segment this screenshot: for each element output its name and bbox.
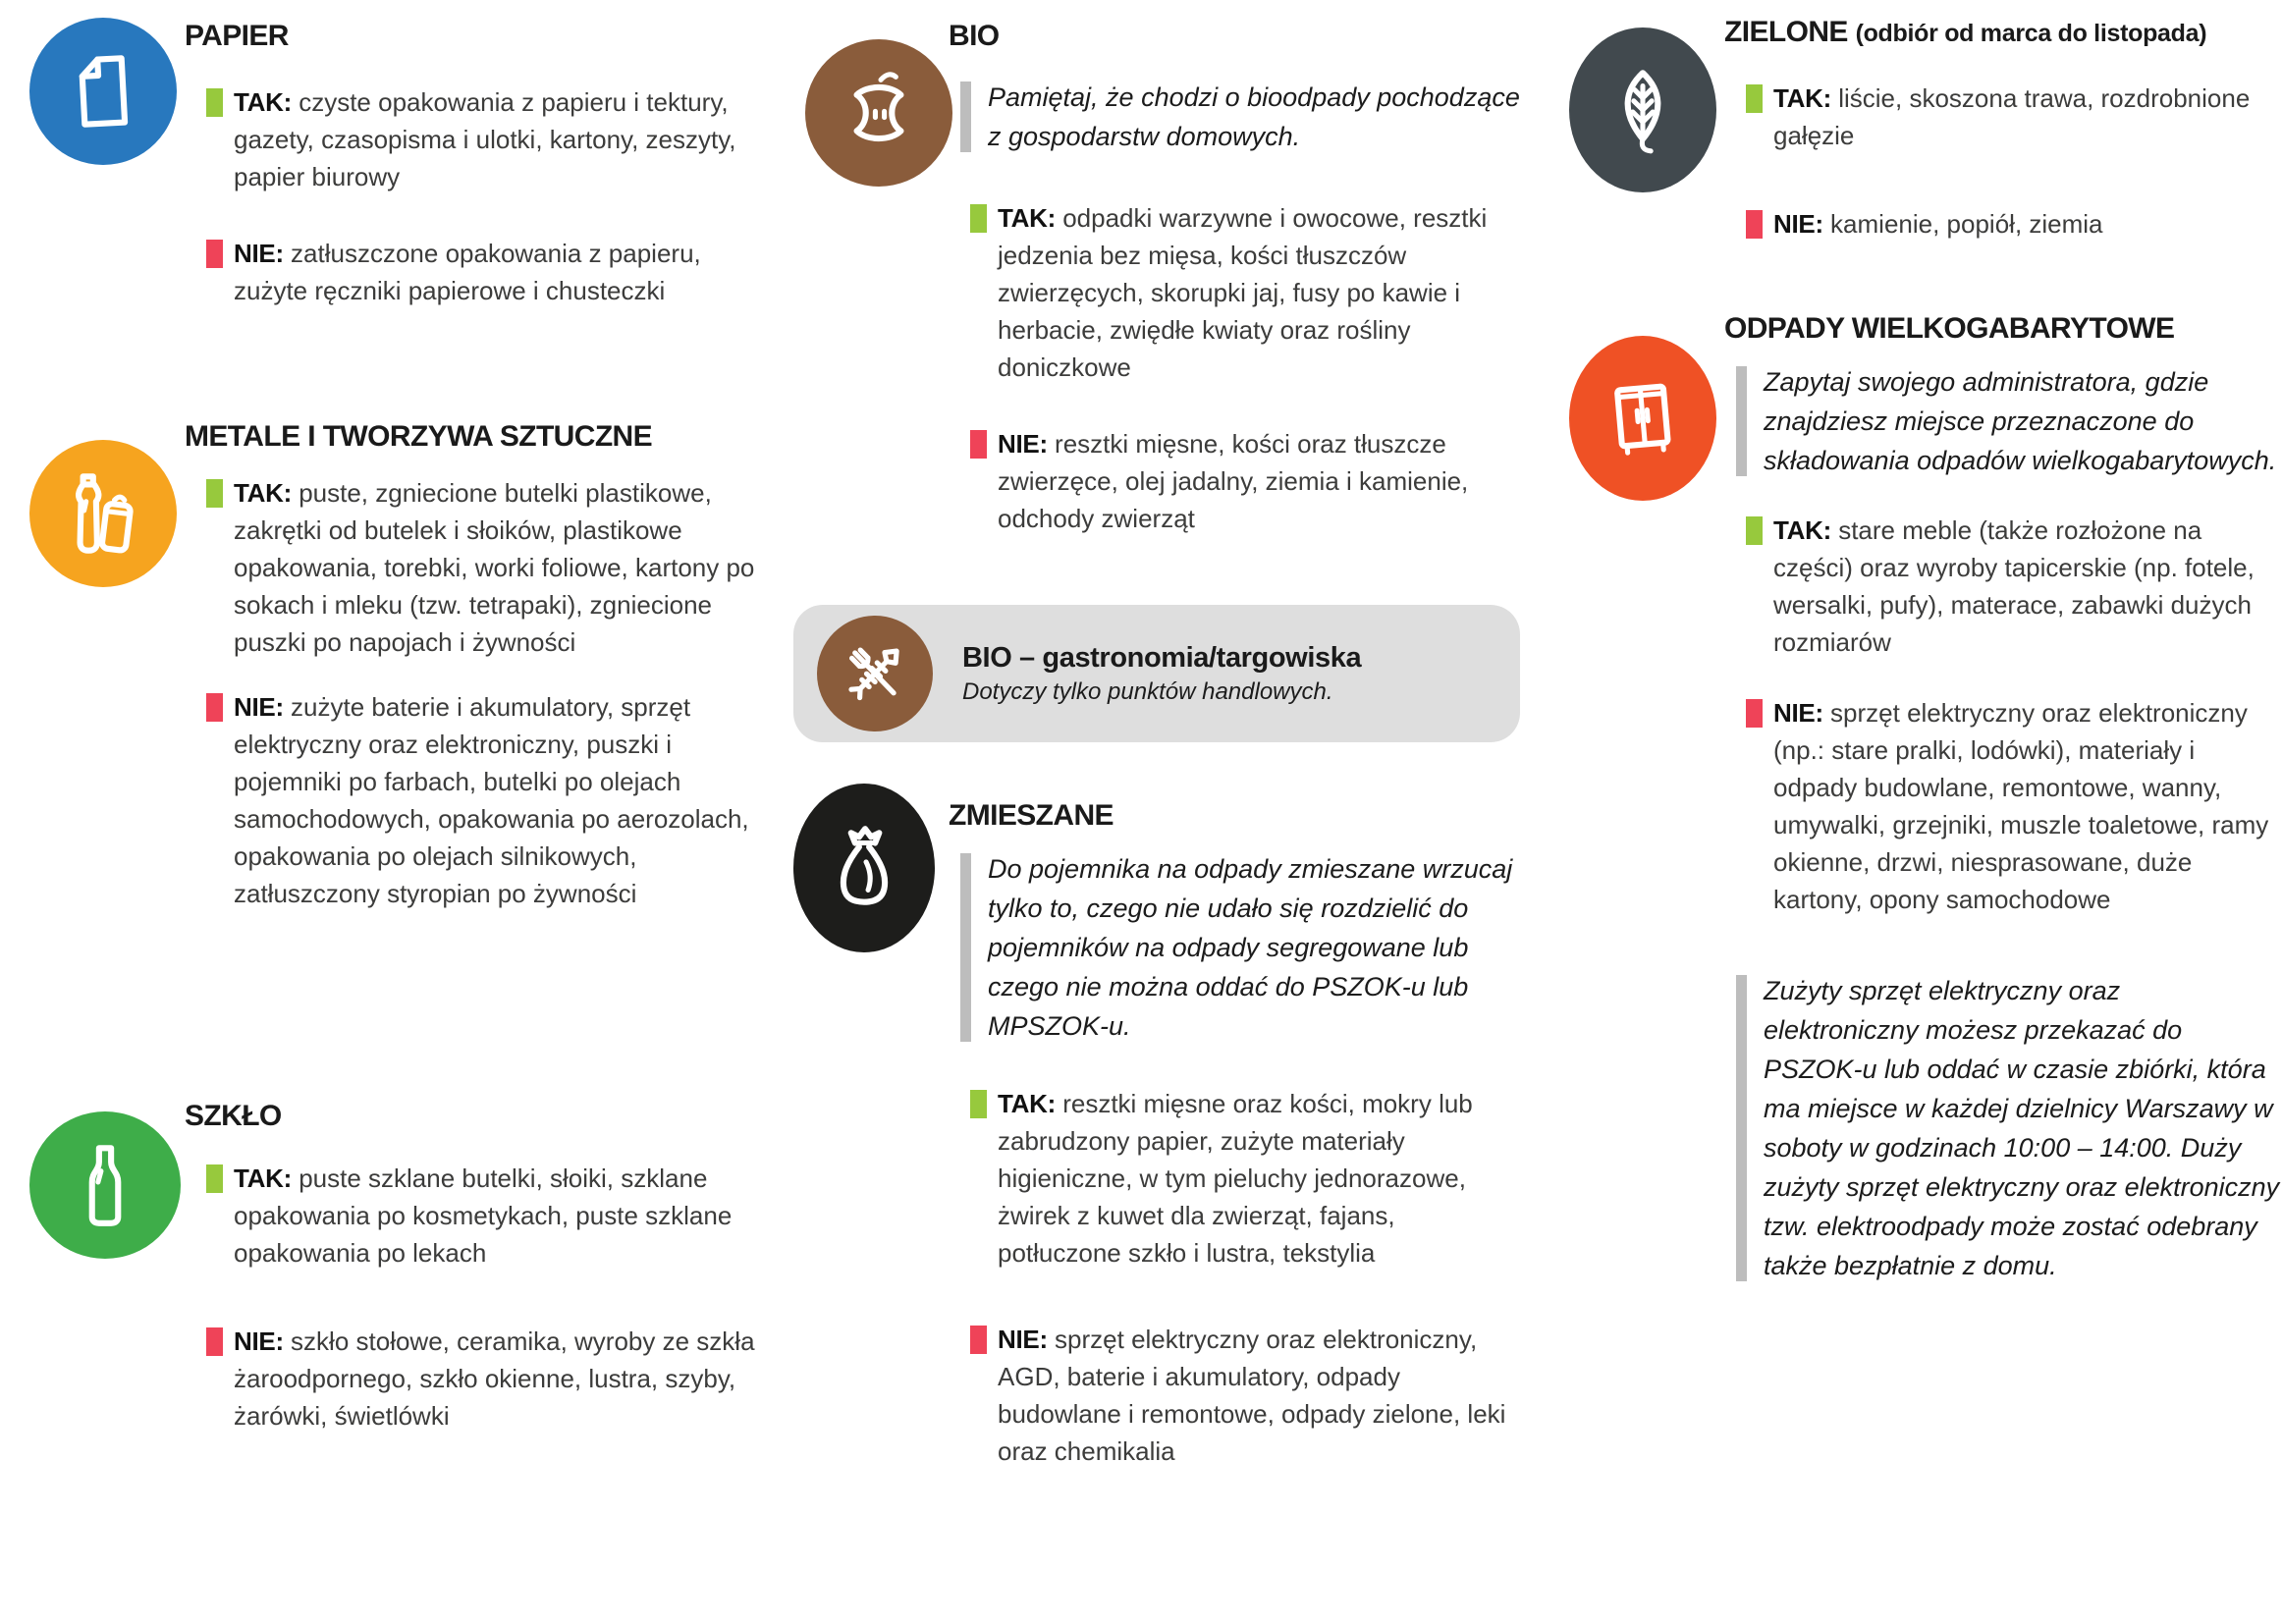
section-title: PAPIER [185,20,289,52]
wielkogabarytowe-note [1724,362,2282,480]
nie-text: NIE: sprzęt elektryczny oraz elektroniczny (np.: stare pralki, lodówki), materiały i odpady budowlane, remontowe, wanny, umywalki, grzejniki, muszle toaletowe, ramy okienne, drzwi, niesprasowane, duże kartony, opony samochodowe [1773,698,2269,914]
nie-text: NIE: resztki mięsne, kości oraz tłuszcze zwierzęce, olej jadalny, ziemia i kamienie, odchody zwierząt [998,429,1469,533]
nie-marker [970,1326,987,1354]
note-bar [960,81,971,152]
tak-marker [206,479,223,508]
section-bio [793,18,1520,537]
section-title: ZIELONE (odbiór od marca do listopada) [1724,16,2207,48]
nie-text: NIE: zatłuszczone opakowania z papieru, zużyte ręczniki papierowe i chusteczki [234,239,701,305]
nie-text: NIE: kamienie, popiół, ziemia [1773,209,2103,239]
footnote-text: Zużyty sprzęt elektryczny oraz elektroniczny możesz przekazać do PSZOK-u lub oddać w czasie zbiórki, która ma miejsce w każdej dzielnicy Warszawy w soboty w godzinach 10:00 – 14:00. Duży zużyty sprzęt elektryczny oraz elektroniczny tzw. elektroodpady może zostać odebrany także bezpłatnie z domu. [1764,976,2280,1280]
tak-marker [1746,84,1763,113]
wardrobe-icon [1569,336,1716,501]
nie-entry [1724,694,2282,918]
nie-text: NIE: zużyte baterie i akumulatory, sprzęt elektryczny oraz elektroniczny, puszki i pojemniki po farbach, butelki po olejach samochodowych, opakowania po aerozolach, opakowania po olejach silnikowych, zatłuszczony styropian po żywności [234,692,749,908]
apple-core-icon [805,39,952,187]
section-zielone [1569,14,2282,243]
elektroodpady-footnote [1724,971,2282,1285]
section-title: SZKŁO [185,1100,282,1132]
tak-entry [185,474,770,661]
nie-entry [185,1323,770,1435]
tak-marker [1746,516,1763,545]
section-zmieszane [793,784,1520,1470]
tak-entry [1724,80,2282,154]
trash-bag-icon [793,784,935,952]
tak-text: TAK: puste szklane butelki, słoiki, szklane opakowania po kosmetykach, puste szklane opakowania po lekach [234,1164,733,1268]
nie-entry [1724,205,2282,243]
tak-entry [1724,512,2282,661]
nie-entry [185,688,770,912]
card-text [962,642,1361,706]
card-subtitle: Dotyczy tylko punktów handlowych. [962,677,1333,705]
note-text: Pamiętaj, że chodzi o bioodpady pochodzące z gospodarstw domowych. [988,82,1520,151]
nie-marker [206,240,223,268]
section-wielkogabarytowe [1569,310,2282,1285]
nie-text: NIE: szkło stołowe, ceramika, wyroby ze szkła żaroodpornego, szkło okienne, lustra, szyby, żarówki, świetlówki [234,1326,755,1431]
nie-marker [1746,210,1763,239]
section-title: ZMIESZANE [949,799,1114,832]
column-center [793,0,1520,1624]
nie-marker [206,1327,223,1356]
nie-marker [970,430,987,459]
card-title: BIO – gastronomia/targowiska [962,641,1362,674]
tak-text: TAK: liście, skoszona trawa, rozdrobnione gałęzie [1773,83,2251,150]
glass-bottle-icon [29,1111,181,1259]
tak-marker [970,204,987,233]
section-papier [29,18,770,309]
tak-entry [185,1160,770,1272]
bottle-can-icon [29,440,177,587]
tak-text: TAK: resztki mięsne oraz kości, mokry lub zabrudzony papier, zużyte materiały higieniczne, w tym pieluchy jednorazowe, żwirek z kuwet dla zwierząt, fajans, potłuczone szkło i lustra, tekstylia [998,1089,1473,1268]
zmieszane-note [949,849,1520,1046]
note-text: Do pojemnika na odpady zmieszane wrzucaj tylko to, czego nie udało się rozdzielić do pojemników na odpady segregowane lub czego nie można oddać do PSZOK-u lub MPSZOK-u. [988,854,1513,1041]
nie-entry [949,425,1520,537]
column-right [1569,0,2282,1624]
nie-text: NIE: sprzęt elektryczny oraz elektroniczny, AGD, baterie i akumulatory, odpady budowlane i remontowe, odpady zielone, leki oraz chemikalia [998,1325,1506,1466]
tak-entry [949,199,1520,386]
note-bar [1736,366,1747,476]
tak-text: TAK: czyste opakowania z papieru i tektury, gazety, czasopisma i ulotki, kartony, zeszyty, papier biurowy [234,87,736,191]
nie-entry [949,1321,1520,1470]
bio-gastronomia-card [793,605,1520,742]
nie-entry [185,235,770,309]
column-left [29,0,770,1624]
section-title: ODPADY WIELKOGABARYTOWE [1724,312,2175,345]
note-text: Zapytaj swojego administratora, gdzie znajdziesz miejsce przeznaczone do składowania odpadów wielkogabarytowych. [1764,367,2277,475]
tak-entry [185,83,770,195]
fork-fishbone-icon [817,616,933,731]
note-bar [1736,975,1747,1281]
bio-note [949,78,1520,156]
tak-marker [206,88,223,117]
note-bar [960,853,971,1042]
section-title: BIO [949,20,1000,52]
nie-marker [1746,699,1763,728]
leaf-icon [1569,27,1716,192]
paper-icon [29,18,177,165]
tak-text: TAK: odpadki warzywne i owocowe, resztki jedzenia bez mięsa, kości tłuszczów zwierzęcych, skorupki jaj, fusy po kawie i herbacie, zwiędłe kwiaty oraz rośliny doniczkowe [998,203,1488,382]
tak-entry [949,1085,1520,1272]
section-szklo [29,1098,770,1435]
section-metale [29,418,770,912]
section-title: METALE I TWORZYWA SZTUCZNE [185,420,653,453]
tak-marker [206,1164,223,1193]
tak-marker [970,1090,987,1118]
tak-text: TAK: stare meble (także rozłożone na części) oraz wyroby tapicerskie (np. fotele, wersalki, pufy), materace, zabawki dużych rozmiarów [1773,515,2255,657]
tak-text: TAK: puste, zgniecione butelki plastikowe, zakrętki od butelek i słoików, plastikowe opakowania, torebki, worki foliowe, kartony po sokach i mleku (tzw. tetrapaki), zgniecione puszki po napojach i żywności [234,478,755,657]
section-title-suffix: (odbiór od marca do listopada) [1855,20,2207,47]
nie-marker [206,693,223,722]
